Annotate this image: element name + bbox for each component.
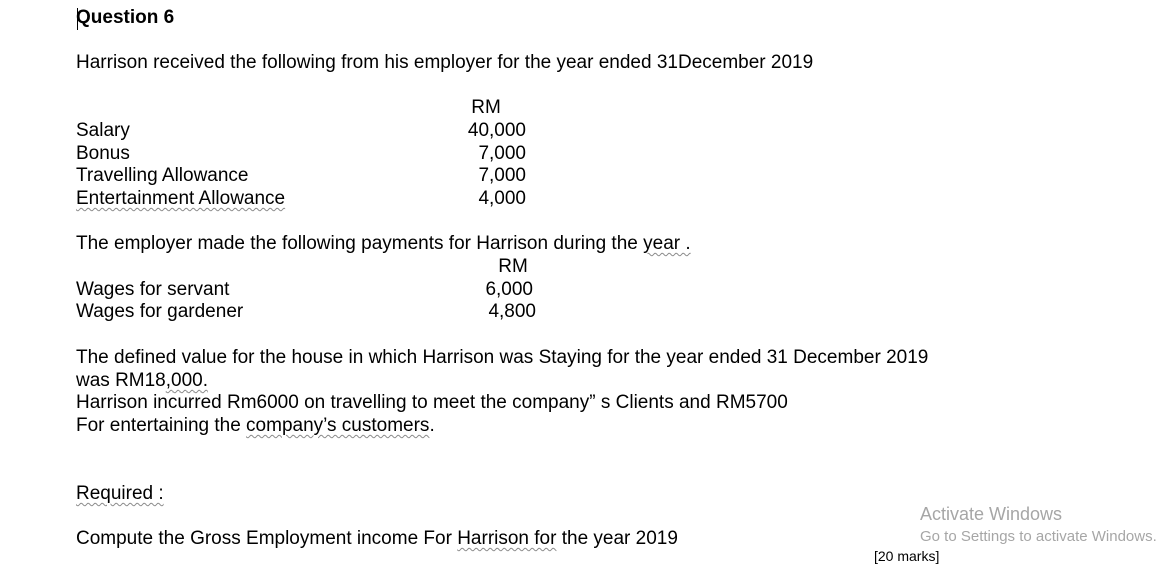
- travel-line: Harrison incurred Rm6000 on travelling to meet the company” s Clients and RM5700: [76, 392, 788, 413]
- payment-label-gardener: Wages for gardener: [76, 301, 244, 322]
- payments-intro-main: The employer made the following payments for Harrison during the: [76, 233, 644, 254]
- income-amount-travelling: 7,000: [478, 165, 526, 186]
- income-amount-entertainment: 4,000: [478, 188, 526, 209]
- income-currency-header: RM: [471, 97, 501, 118]
- entertain-line-main: For entertaining the: [76, 415, 247, 436]
- entertain-line-customers: company’s customers: [246, 415, 430, 436]
- house-line-1: The defined value for the house in which Harrison was Staying for the year ended 31 December 2019: [76, 347, 929, 368]
- activate-windows-title: Activate Windows: [920, 504, 1063, 524]
- compute-line-harrison: Harrison for: [457, 528, 557, 549]
- question-title: Question 6: [76, 7, 175, 28]
- compute-line: [76, 528, 678, 550]
- entertain-line: [76, 415, 435, 437]
- payment-amount-servant: 6,000: [485, 279, 533, 300]
- compute-line-end: the year 2019: [556, 528, 678, 549]
- income-amount-bonus: 7,000: [478, 143, 526, 164]
- payments-intro: [76, 233, 691, 255]
- intro-text: Harrison received the following from his employer for the year ended 31December 2019: [76, 52, 814, 73]
- activate-windows-subtitle: Go to Settings to activate Windows.: [920, 528, 1157, 545]
- marks-cutoff: [20 marks]: [874, 548, 940, 564]
- income-label-travelling: Travelling Allowance: [76, 165, 249, 186]
- payment-amount-gardener: 4,800: [488, 301, 536, 322]
- income-label-salary: Salary: [76, 120, 130, 141]
- payments-intro-tail: year .: [643, 233, 691, 254]
- entertain-line-end: .: [429, 415, 435, 436]
- house-line-2: [76, 370, 208, 392]
- required-label: Required :: [76, 483, 164, 504]
- income-label-entertainment: Entertainment Allowance: [76, 188, 286, 209]
- house-line-2-main: was RM18: [76, 370, 166, 391]
- house-line-2-value: ,000.: [165, 370, 209, 391]
- compute-line-main: Compute the Gross Employment income For: [76, 528, 458, 549]
- payment-label-servant: Wages for servant: [76, 279, 230, 300]
- payments-currency-header: RM: [498, 256, 528, 277]
- income-label-bonus: Bonus: [76, 143, 130, 164]
- income-amount-salary: 40,000: [467, 120, 526, 141]
